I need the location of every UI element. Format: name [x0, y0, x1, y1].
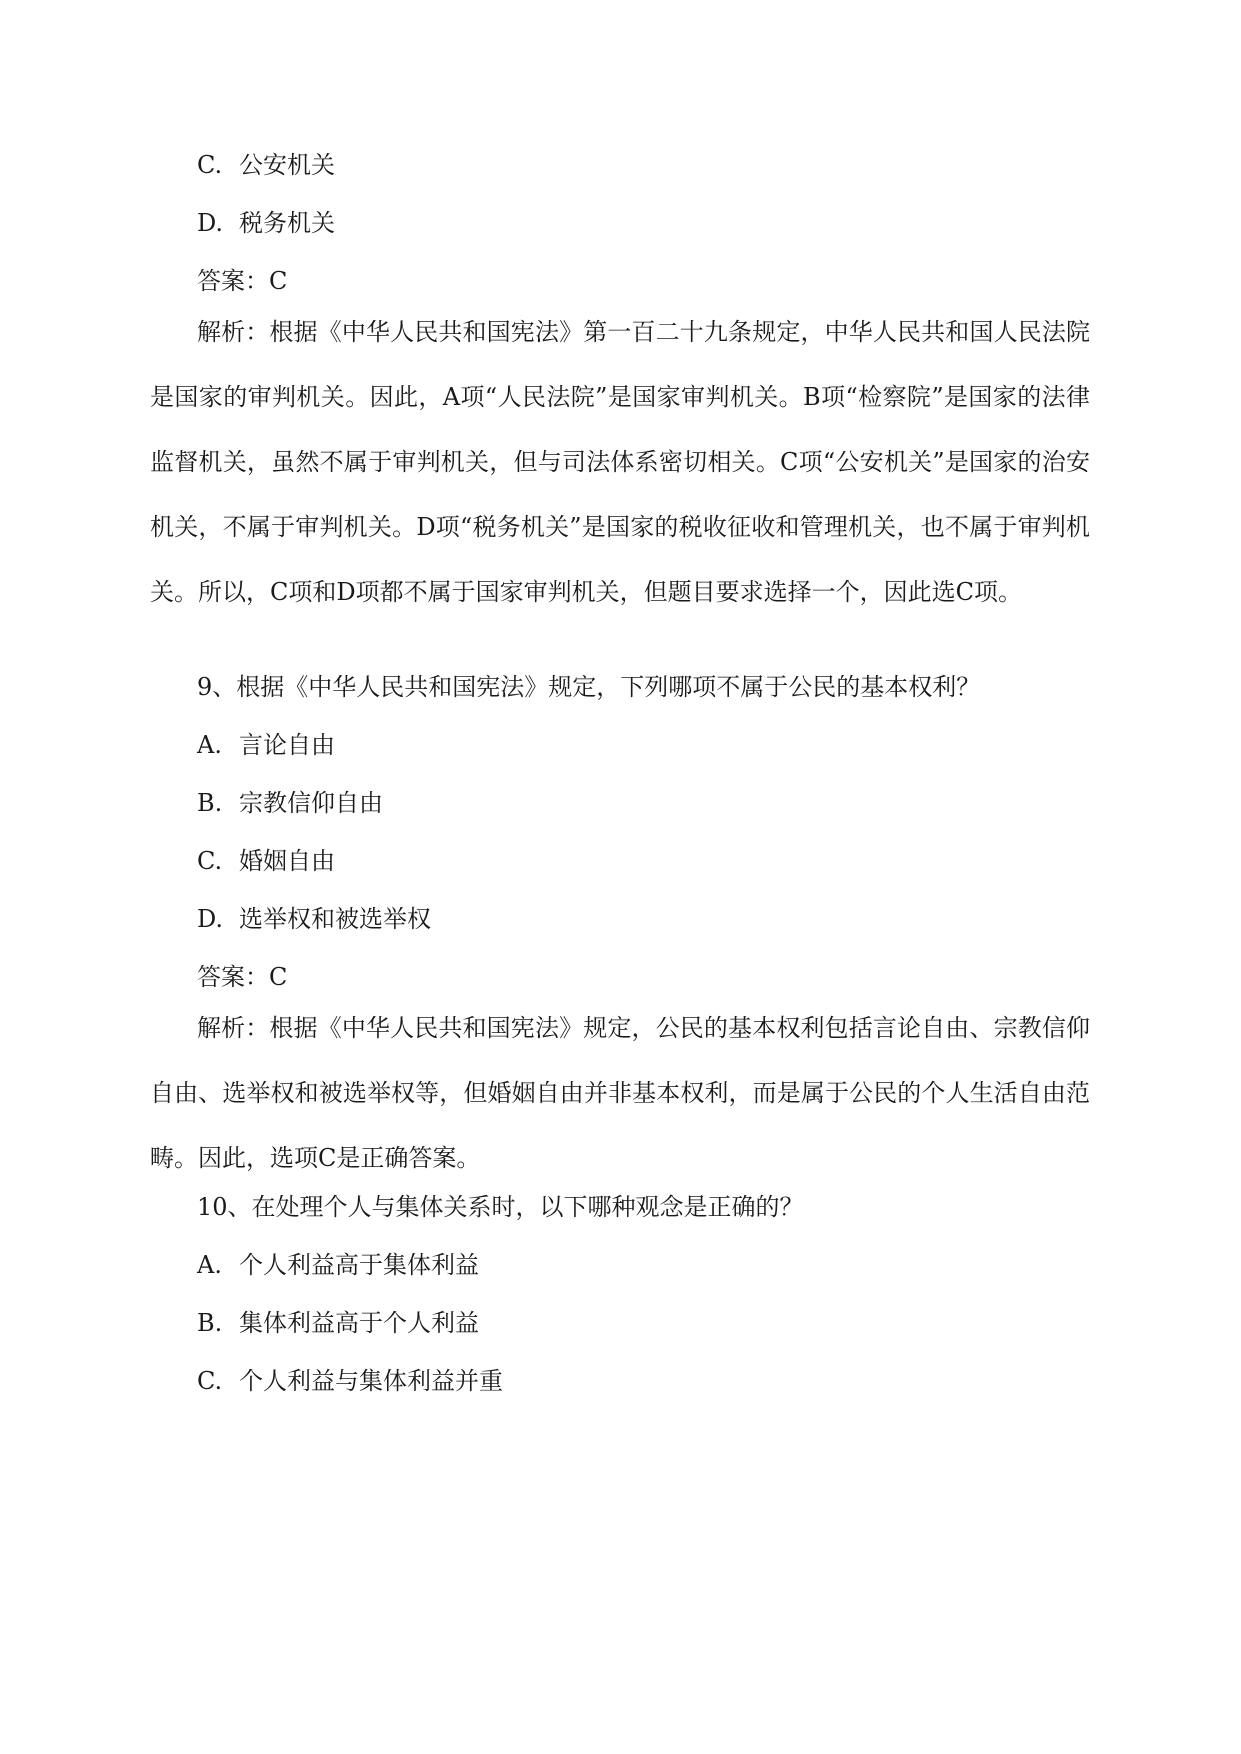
q10-question: 10、在处理个人与集体关系时，以下哪种观念是正确的？: [197, 1193, 804, 1221]
option-letter: A.: [197, 731, 222, 759]
q10-option-b: [197, 1308, 479, 1338]
option-letter: D.: [197, 905, 224, 933]
option-letter: D.: [197, 209, 224, 237]
q9-option-a: [197, 730, 335, 760]
option-text: 选举权和被选举权: [239, 905, 431, 933]
option-text: 言论自由: [239, 731, 335, 759]
q9-option-b: [197, 788, 383, 818]
option-text: 集体利益高于个人利益: [239, 1309, 479, 1337]
option-letter: B.: [197, 789, 223, 817]
q10-option-c: [197, 1366, 503, 1396]
option-letter: C.: [197, 151, 223, 179]
q9-analysis: 解析：根据《中华人民共和国宪法》规定，公民的基本权利包括言论自由、宗教信仰自由、选举权和被选举权等，但婚姻自由并非基本权利，而是属于公民的个人生活自由范畴。因此，选项C是正确答案。: [150, 1014, 1090, 1172]
option-text: 个人利益与集体利益并重: [239, 1367, 503, 1395]
q8-option-d: [197, 208, 335, 238]
q8-analysis: 解析：根据《中华人民共和国宪法》第一百二十九条规定，中华人民共和国人民法院是国家的审判机关。因此，A项“人民法院”是国家审判机关。B项“检察院”是国家的法律监督机关，虽然不属于审判机关，但与司法体系密切相关。C项“公安机关”是国家的治安机关，不属于审判机关。D项“税务机关”是国家的税收征收和管理机关，也不属于审判机关。所以，C项和D项都不属于国家审判机关，但题目要求选择一个，因此选C项。: [150, 318, 1090, 606]
option-text: 税务机关: [239, 209, 335, 237]
option-text: 公安机关: [239, 151, 335, 179]
q10-option-a: [197, 1250, 479, 1280]
option-text: 宗教信仰自由: [239, 789, 383, 817]
option-letter: C.: [197, 1367, 223, 1395]
q9-option-c: [197, 846, 335, 876]
option-text: 婚姻自由: [239, 847, 335, 875]
q9-question: 9、根据《中华人民共和国宪法》规定，下列哪项不属于公民的基本权利？: [197, 673, 981, 701]
option-text: 个人利益高于集体利益: [239, 1251, 479, 1279]
q8-option-c: [197, 150, 335, 180]
q9-answer: 答案：C: [197, 963, 288, 991]
option-letter: A.: [197, 1251, 222, 1279]
q9-option-d: [197, 904, 431, 934]
option-letter: B.: [197, 1309, 223, 1337]
q8-answer: 答案：C: [197, 267, 288, 295]
option-letter: C.: [197, 847, 223, 875]
